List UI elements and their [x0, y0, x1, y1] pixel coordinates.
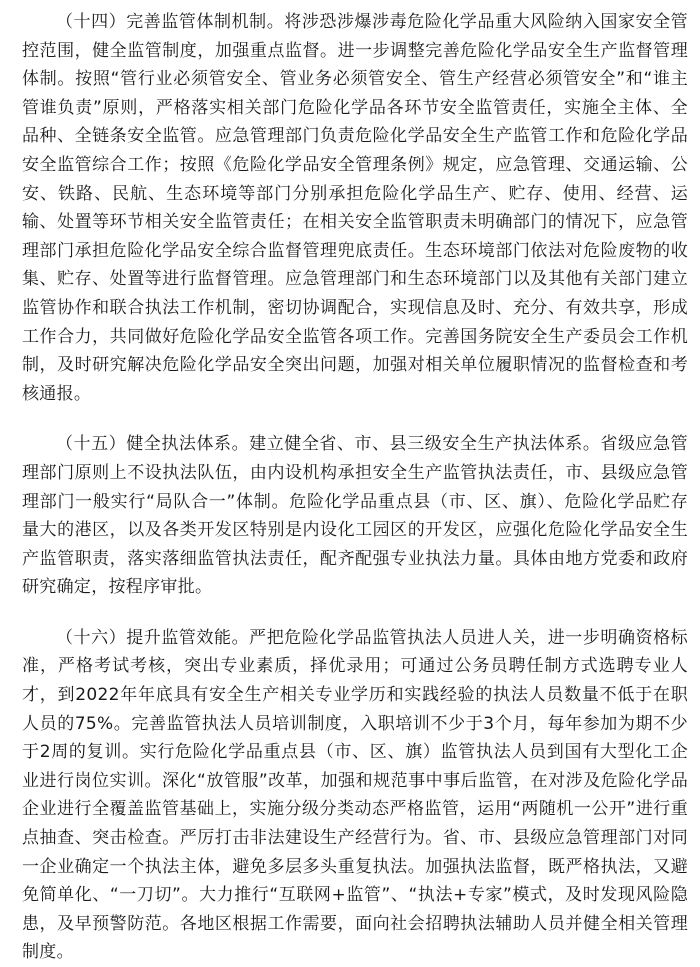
paragraph-14: （十四）完善监管体制机制。将涉恐涉爆涉毒危险化学品重大风险纳入国家安全管控范围，健全监管制度，加强重点监督。进一步调整完善危险化学品安全生产监督管理体制。按照“管行业必须管安全、管业务必须管安全、管生产经营必须管安全”和“谁主管谁负责”原则，严格落实相关部门危险化学品各环节安全监管责任，实施全主体、全品种、全链条安全监管。应急管理部门负责危险化学品安全生产监管工作和危险化学品安全监管综合工作；按照《危险化学品安全管理条例》规定，应急管理、交通运输、公安、铁路、民航、生态环境等部门分别承担危险化学品生产、贮存、使用、经营、运输、处置等环节相关安全监管责任；在相关安全监管职责未明确部门的情况下，应急管理部门承担危险化学品安全综合监督管理兜底责任。生态环境部门依法对危险废物的收集、贮存、处置等进行监督管理。应急管理部门和生态环境部门以及其他有关部门建立监管协作和联合执法工作机制，密切协调配合，实现信息及时、充分、有效共享，形成工作合力，共同做好危险化学品安全监管各项工作。完善国务院安全生产委员会工作机制，及时研究解决危险化学品安全突出问题，加强对相关单位履职情况的监督检查和考核通报。	[22, 12, 688, 404]
paragraph-16: （十六）提升监管效能。严把危险化学品监管执法人员进人关，进一步明确资格标准，严格考试考核，突出专业素质，择优录用；可通过公务员聘任制方式选聘专业人才，到2022年年底具有安全生产相关专业学历和实践经验的执法人员数量不低于在职人员的75%。完善监管执法人员培训制度，入职培训不少于3个月，每年参加为期不少于2周的复训。实行危险化学品重点县（市、区、旗）监管执法人员到国有大型化工企业进行岗位实训。深化“放管服”改革，加强和规范事中事后监管，在对涉及危险化学品企业进行全覆盖监管基础上，实施分级分类动态严格监管，运用“两随机一公开”进行重点抽查、突击检查。严厉打击非法建设生产经营行为。省、市、县级应急管理部门对同一企业确定一个执法主体，避免多层多头重复执法。加强执法监督，既严格执法，又避免简单化、“一刀切”。大力推行“互联网+监管”、“执法+专家”模式，及时发现风险隐患，及早预警防范。各地区根据工作需要，面向社会招聘执法辅助人员并健全相关管理制度。	[22, 627, 688, 963]
paragraph-15: （十五）健全执法体系。建立健全省、市、县三级安全生产执法体系。省级应急管理部门原则上不设执法队伍，由内设机构承担安全生产监管执法责任，市、县级应急管理部门一般实行“局队合一”体制。危险化学品重点县（市、区、旗）、危险化学品贮存量大的港区，以及各类开发区特别是内设化工园区的开发区，应强化危险化学品安全生产监管职责，落实落细监管执法责任，配齐配强专业执法力量。具体由地方党委和政府研究确定，按程序审批。	[22, 434, 688, 598]
